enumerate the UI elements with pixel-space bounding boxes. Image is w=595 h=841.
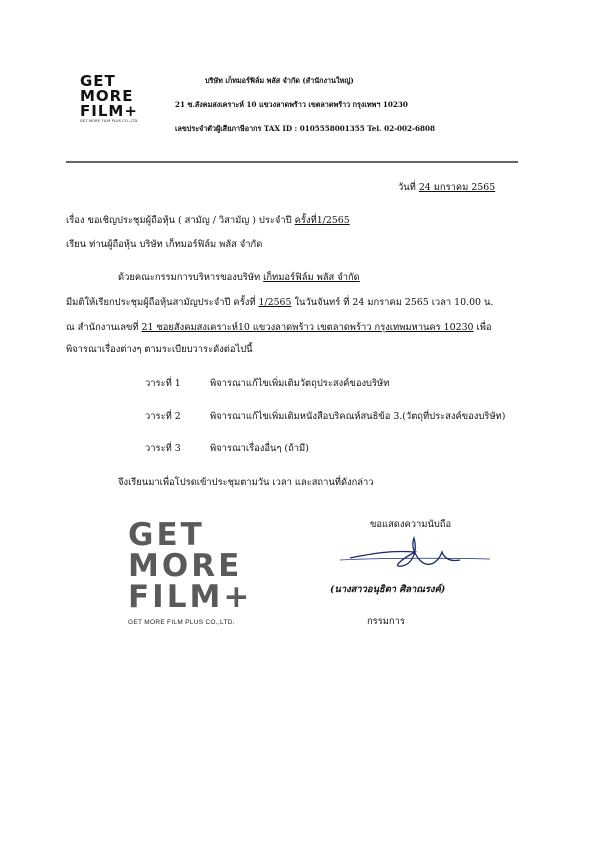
header-company-name: บริษัท เก็ทมอร์ฟิล์ม พลัส จำกัด (สำนักงานใหญ่) — [205, 76, 354, 85]
agenda-item — [145, 376, 389, 391]
agenda-text: พิจารณาเรื่องอื่นๆ (ถ้ามี) — [209, 443, 309, 454]
recipient-label: เรียน — [66, 239, 87, 250]
stamp-line-more: MORE — [128, 548, 243, 584]
agenda-number: วาระที่ 1 — [145, 378, 181, 389]
agenda-number: วาระที่ 3 — [145, 443, 181, 454]
header-address: 21 ซ.สังคมสงเคราะห์ 10 แขวงลาดพร้าว เขตลาดพร้าว กรุงเทพฯ 10230 — [175, 100, 408, 109]
stamp-subtitle: GET MORE FILM PLUS CO.,LTD. — [128, 619, 235, 626]
paragraph-meeting-datetime: ในวันจันทร์ ที่ 24 มกราคม 2565 เวลา 10.00 น. — [294, 297, 494, 308]
signer-title: กรรมการ — [367, 616, 405, 627]
recipient-line — [66, 237, 262, 252]
logo-line-more: MORE — [80, 87, 134, 105]
paragraph-line-1 — [118, 270, 360, 285]
paragraph-meeting-number: 1/2565 — [258, 297, 292, 308]
agenda-item — [145, 409, 505, 424]
agenda-number: วาระที่ 2 — [145, 411, 181, 422]
header-tax-id: เลขประจำตัวผู้เสียภาษีอากร TAX ID : 0105558001355 Tel. 02-002-6808 — [175, 124, 436, 133]
paragraph-line-3-c: เพื่อ — [476, 322, 492, 333]
agenda-text: พิจารณาแก้ไขเพิ่มเติมวัตถุประสงค์ของบริษัท — [209, 378, 390, 389]
stamp-line-film: FILM+ — [128, 579, 253, 615]
subject-line — [66, 213, 350, 228]
paragraph-line-3-a: ณ สำนักงานเลขที่ — [66, 322, 139, 333]
closing-text: จึงเรียนมาเพื่อโปรดเข้าประชุมตามวัน เวลา และสถานที่ดังกล่าว — [118, 477, 374, 488]
subject-label: เรื่อง — [66, 215, 85, 226]
paragraph-company-name: เก็ทมอร์ฟิล์ม พลัส จำกัด — [263, 272, 360, 283]
paragraph-line-1-a: ด้วยคณะกรรมการบริหารของบริษัท — [118, 272, 261, 283]
paragraph-line-3 — [66, 320, 492, 335]
company-logo — [80, 74, 142, 123]
signer-name: (นางสาวอนุธิดา ศิลาณรงค์) — [330, 584, 446, 595]
paragraph-line-2 — [66, 295, 493, 310]
paragraph-venue-address: 21 ซอยสังคมสงเคราะห์10 แขวงลาดพร้าว เขตลาดพร้าว กรุงเทพมหานคร 10230 — [141, 322, 474, 333]
stamp-line-get: GET — [128, 517, 205, 553]
agenda-item — [145, 441, 309, 456]
subject-text: ขอเชิญประชุมผู้ถือหุ้น ( สามัญ / วิสามัญ ) ประจำปี — [87, 215, 292, 226]
date-value: 24 มกราคม 2565 — [418, 182, 496, 193]
recipient-text: ท่านผู้ถือหุ้น บริษัท เก็ทมอร์ฟิล์ม พลัส จำกัด — [89, 239, 263, 250]
company-stamp-logo — [128, 517, 278, 626]
signature — [330, 528, 500, 578]
subject-meeting-number: ครั้งที่1/2565 — [294, 215, 350, 226]
paragraph-line-2-a: มีมติให้เรียกประชุมผู้ถือหุ้นสามัญประจำปี ครั้งที่ — [66, 297, 256, 308]
logo-line-get: GET — [80, 72, 116, 90]
paragraph-line-4: พิจารณาเรื่องต่างๆ ตามระเบียบวาระดังต่อไปนี้ — [66, 344, 253, 355]
header-divider — [66, 161, 518, 163]
letter-date — [398, 180, 495, 195]
regards-text: ขอแสดงความนับถือ — [370, 519, 452, 530]
date-prefix: วันที่ — [398, 182, 416, 193]
logo-subtitle: GET MORE FILM PLUS CO.,LTD. — [80, 119, 139, 123]
logo-line-film: FILM+ — [80, 102, 138, 120]
agenda-text: พิจารณาแก้ไขเพิ่มเติมหนังสือบริคณห์สนธิข้อ 3.(วัตถุที่ประสงค์ของบริษัท) — [209, 411, 506, 422]
